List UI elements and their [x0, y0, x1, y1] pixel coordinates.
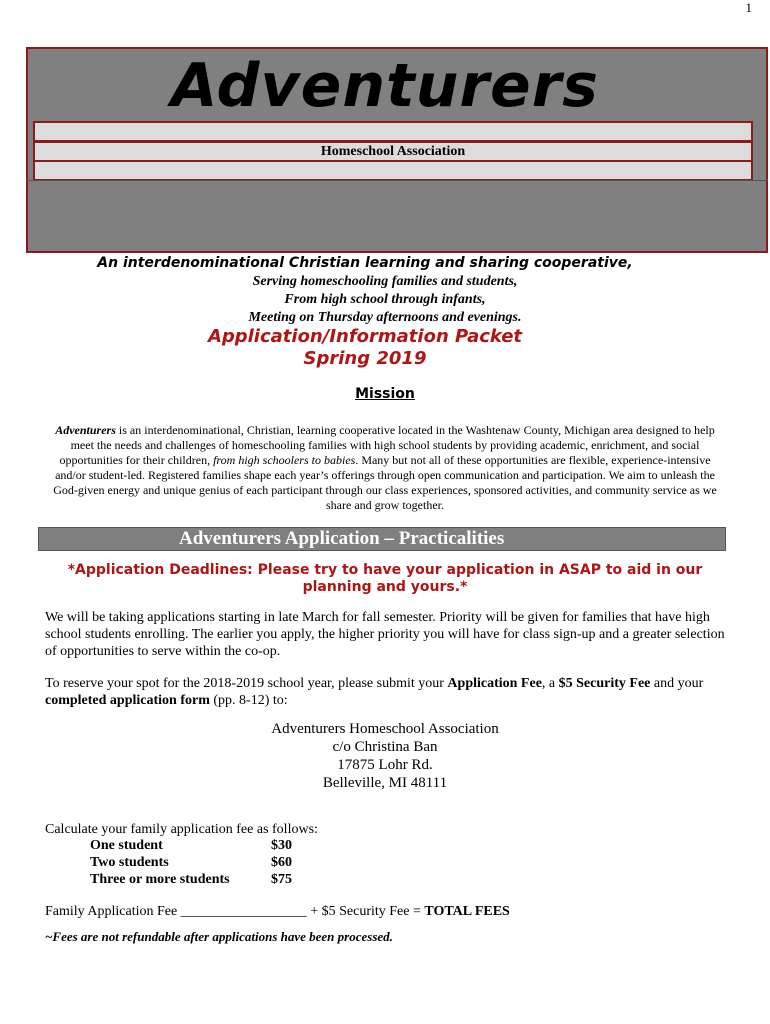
page-number: 1	[745, 0, 752, 15]
mission-text-2: . Many but not all of these opportunities are flexible, experience-intensive and/or student-led. Registered families shape each year’s offerings through open communication and participation. We aim to unleash the God-given energy and unique genius of each participant through our class experiences, sponsored activities, and community service as we share and grow together.	[53, 453, 717, 512]
fee-intro: Calculate your family application fee as follows:	[45, 822, 318, 837]
fee-amount: $30	[271, 838, 292, 853]
packet-title: Application/Information Packet	[207, 326, 523, 347]
banner-subtitle: Homeschool Association	[33, 142, 753, 162]
banner-divider	[26, 180, 768, 181]
address-org: Adventurers Homeschool Association	[271, 721, 499, 737]
reserve-form: completed application form	[45, 693, 210, 708]
address-street: 17875 Lohr Rd.	[337, 757, 433, 773]
fee-refund-note: ~Fees are not refundable after applications have been processed.	[45, 929, 393, 944]
reserve-security: $5 Security Fee	[558, 676, 651, 691]
fee-formula-text: Family Application Fee __________________ + $5 Security Fee =	[45, 904, 425, 919]
reserve-part-2: , a	[541, 676, 559, 691]
fee-row	[90, 838, 292, 854]
fee-formula	[45, 904, 510, 920]
fee-row	[90, 855, 292, 871]
tagline: An interdenominational Christian learning and sharing cooperative,	[97, 255, 633, 271]
fee-label: One student	[90, 838, 163, 853]
mission-paragraph	[45, 423, 725, 513]
fee-label: Two students	[90, 855, 169, 870]
section-title: Adventurers Application – Practicalities	[38, 527, 726, 551]
mission-emphasis: from high schoolers to babies	[213, 453, 356, 467]
fee-total-label: TOTAL FEES	[424, 904, 510, 919]
intro-from: From high school through infants,	[284, 292, 486, 307]
reserve-part-3: and your	[650, 676, 704, 691]
address-co: c/o Christina Ban	[332, 739, 438, 755]
mission-lead: Adventurers	[55, 423, 116, 437]
packet-term: Spring 2019	[303, 348, 427, 369]
reserve-fee: Application Fee	[447, 676, 542, 691]
reserve-paragraph	[45, 675, 735, 709]
fee-amount: $75	[271, 872, 292, 887]
fee-row	[90, 872, 292, 888]
banner-band-top	[33, 121, 753, 142]
reserve-part-4: (pp. 8-12) to:	[209, 693, 288, 708]
reserve-part-1: To reserve your spot for the 2018-2019 school year, please submit your	[45, 676, 448, 691]
banner-title: Adventurers	[170, 51, 600, 121]
intro-serving: Serving homeschooling families and students,	[252, 274, 518, 289]
applications-paragraph: We will be taking applications starting in late March for fall semester. Priority will be given for families that have high school students enrolling. The earlier you apply, the higher priority you will have for class sign-up and a greater selection of opportunities to serve within the co-op.	[45, 610, 725, 659]
banner-band-bottom	[33, 161, 753, 181]
fee-amount: $60	[271, 855, 292, 870]
intro-meeting: Meeting on Thursday afternoons and evenings.	[248, 310, 522, 325]
address-city: Belleville, MI 48111	[322, 775, 448, 791]
mission-text-1: is an interdenominational, Christian, learning cooperative located in the Washtenaw County, Michigan area designed to help meet the needs and challenges of homeschooling families with high school students by providing academic, enrichment, and social opportunities for their children,	[59, 423, 715, 467]
fee-label: Three or more students	[90, 872, 230, 887]
deadline-notice: *Application Deadlines: Please try to have your application in ASAP to aid in our planning and yours.*	[67, 562, 703, 595]
mission-heading: Mission	[355, 386, 415, 402]
